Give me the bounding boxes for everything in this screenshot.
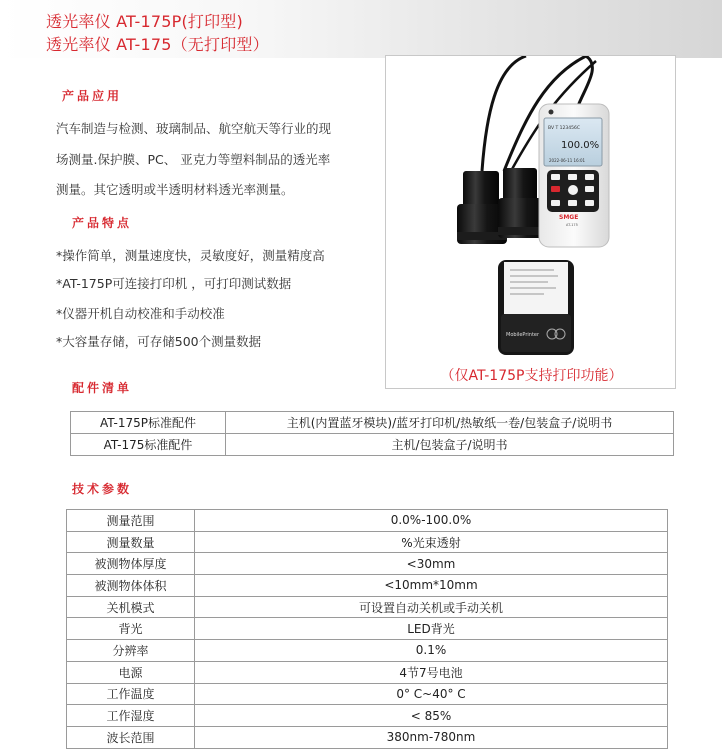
table-row [71,412,674,434]
image-caption: （仅AT-175P支持打印功能） [440,368,623,384]
accessories-table [70,411,674,456]
spec-value-cell: LED背光 [195,618,668,640]
table-row [67,683,668,705]
feature-item: *仪器开机自动校准和手动校准 [56,306,225,321]
accessory-content-cell: 主机/包装盒子/说明书 [226,434,674,456]
screen-top-text: BV T 123456C [548,126,580,131]
specs-table [66,509,668,749]
feature-item: *AT-175P可连接打印机 ，可打印测试数据 [56,276,292,291]
table-row [67,640,668,662]
table-row [67,553,668,575]
spec-param-cell: 测量范围 [67,510,195,532]
model-label-text: AT-175 [566,223,578,227]
thermal-printer [498,260,574,355]
spec-param-cell: 测量数量 [67,531,195,553]
spec-param-cell: 分辨率 [67,640,195,662]
application-line: 场测量.保护膜、PC、 亚克力等塑料制品的透光率 [56,152,331,167]
spec-value-cell: 380nm-780nm [195,726,668,748]
spec-value-cell: <10mm*10mm [195,575,668,597]
page-title-standard-model: 透光率仪 AT-175（无打印型） [46,35,269,54]
spec-value-cell: <30mm [195,553,668,575]
spec-value-cell: < 85% [195,705,668,727]
section-heading-accessories: 配件清单 [72,381,133,395]
spec-value-cell: 0.1% [195,640,668,662]
page-title-printer-model: 透光率仪 AT-175P(打印型) [46,12,243,31]
spec-param-cell: 波长范围 [67,726,195,748]
accessory-name-cell: AT-175P标准配件 [71,412,226,434]
screen-date-text: 2022-06-11 16:01 [549,158,586,163]
brand-logo-text: SMGE [559,214,579,221]
section-heading-application: 产品应用 [62,89,123,103]
spec-param-cell: 被测物体厚度 [67,553,195,575]
table-row [67,510,668,532]
section-heading-specs: 技术参数 [72,482,133,496]
spec-value-cell: 0.0%-100.0% [195,510,668,532]
spec-param-cell: 电源 [67,661,195,683]
spec-value-cell: 0° C~40° C [195,683,668,705]
table-row [67,705,668,727]
table-row [67,618,668,640]
table-row [67,531,668,553]
table-row [67,726,668,748]
feature-item: *操作简单，测量速度快，灵敏度好，测量精度高 [56,248,325,263]
spec-param-cell: 关机模式 [67,596,195,618]
product-image-panel [385,55,676,389]
accessory-name-cell: AT-175标准配件 [71,434,226,456]
section-heading-features: 产品特点 [72,216,133,230]
spec-param-cell: 被测物体体积 [67,575,195,597]
table-row [71,434,674,456]
table-row [67,575,668,597]
table-row [67,661,668,683]
product-photo [386,56,677,361]
spec-param-cell: 工作湿度 [67,705,195,727]
spec-value-cell: 可设置自动关机或手动关机 [195,596,668,618]
spec-param-cell: 背光 [67,618,195,640]
spec-value-cell: %光束透射 [195,531,668,553]
screen-value-text: 100.0% [561,140,600,151]
spec-param-cell: 工作温度 [67,683,195,705]
application-line: 测量。其它透明或半透明材料透光率测量。 [56,182,294,197]
spec-value-cell: 4节7号电池 [195,661,668,683]
application-line: 汽车制造与检测、玻璃制品、航空航天等行业的现 [56,121,332,136]
printer-label-text: MobilePrinter [506,332,540,338]
table-row [67,596,668,618]
accessory-content-cell: 主机(内置蓝牙模块)/蓝牙打印机/热敏纸一卷/包装盒子/说明书 [226,412,674,434]
feature-item: *大容量存储，可存储500个测量数据 [56,334,262,349]
meter-device [539,104,609,247]
